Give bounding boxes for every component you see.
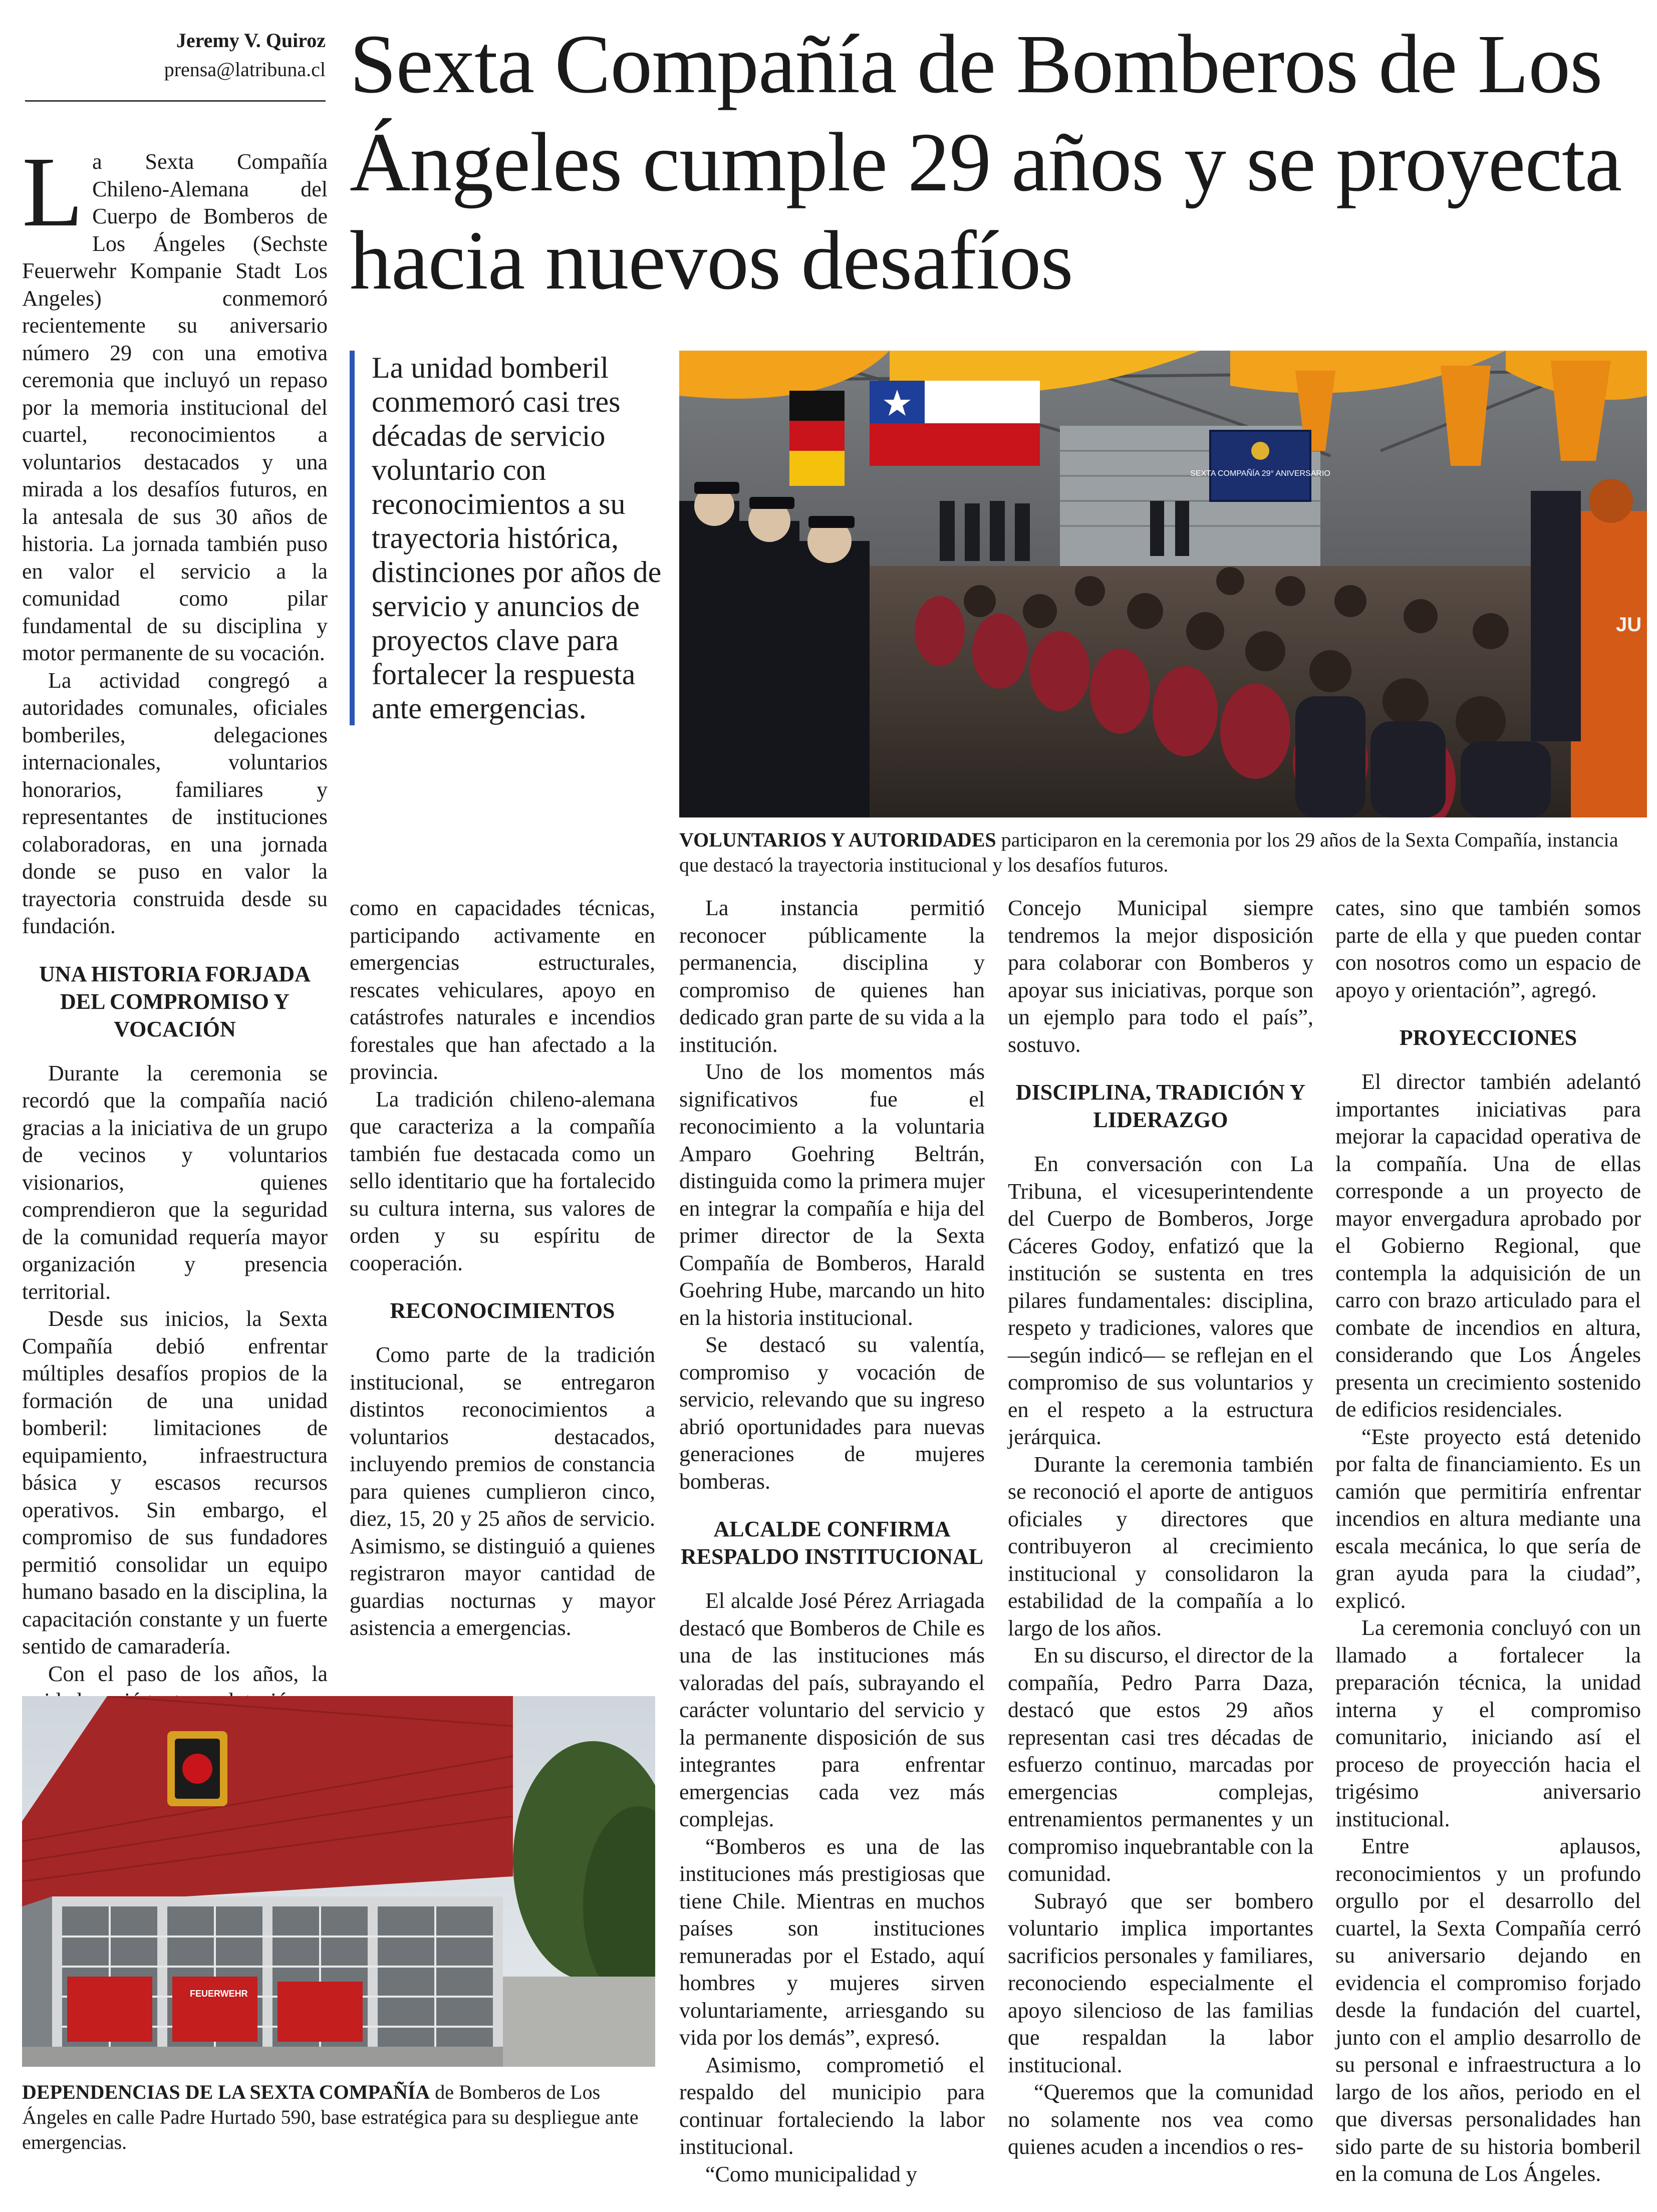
paragraph: “Este proyecto está detenido por falta de financiamiento. Es un camión que permitiría enfrentar incendios en altura mediante una escala mecánica, lo que sería de gran ayuda para la ciudad”, explicó. bbox=[1335, 1424, 1641, 1613]
drop-cap: L bbox=[22, 137, 84, 247]
subhead-reconocimientos: RECONOCIMIENTOS bbox=[390, 1298, 615, 1323]
article-intro: La Sexta Compañía Chileno-Alemana del Cuerpo de Bomberos de Los Ángeles (Sechste Feuerwehr Kompanie Stadt Los Angeles) conmemoró recientemente su aniversario número 29 con una emotiva ceremonia que incluyó un repaso por la memoria institucional del cuartel, reconocimientos a voluntarios destacados y una mirada a los desafíos futuros, en la antesala de sus 30 años de historia. La jornada también puso en valor el servicio a la comunidad como pilar fundamental de su disciplina y motor permanente de su vocación. bbox=[22, 137, 328, 665]
author-email[interactable]: prensa@latribuna.cl bbox=[164, 58, 326, 81]
caption-ceremony-lead: VOLUNTARIOS Y AUTORIDADES bbox=[679, 828, 996, 851]
column-5 bbox=[1335, 895, 1641, 2188]
column-2 bbox=[350, 895, 655, 1642]
paragraph: Uno de los momentos más significativos fue el reconocimiento a la voluntaria Amparo Goehring Beltrán, distinguida como la primera mujer en integrar la compañía e hija del primer director de la Sexta Compañía de Bomberos, Harald Goehring Hube, marcando un hito en la historia institucional. bbox=[679, 1059, 985, 1330]
column-3 bbox=[679, 895, 985, 2188]
ceremony-image bbox=[679, 351, 1647, 817]
paragraph: La actividad congregó a autoridades comunales, oficiales bomberiles, delegaciones internacionales, voluntarios honorarios, familiares y representantes de instituciones colaboradoras, en una jornada donde se puso en valor la trayectoria construida desde su fundación. bbox=[22, 668, 328, 938]
subhead-historia: UNA HISTORIA FORJADA DEL COMPROMISO Y VOCACIÓN bbox=[39, 961, 311, 1041]
paragraph: Con el paso de los años, la bbox=[48, 1661, 328, 1686]
paragraph: La ceremonia concluyó con un llamado a fortalecer la preparación técnica, la unidad interna y el compromiso comunitario, iniciando así el proceso de proyección hacia el trigésimo aniversario institucional. bbox=[1335, 1615, 1641, 1831]
author-name: Jeremy V. Quiroz bbox=[176, 29, 326, 52]
paragraph: Se destacó su valentía, compromiso y vocación de servicio, relevando que su ingreso abrió oportunidades para nuevas generaciones de mujeres bomberas. bbox=[679, 1332, 985, 1494]
subhead-proyecciones: PROYECCIONES bbox=[1399, 1025, 1577, 1050]
column-4 bbox=[1008, 895, 1313, 2161]
paragraph: La instancia permitió reconocer públicamente la permanencia, disciplina y compromiso de quienes han dedicado gran parte de su vida a la institución. bbox=[679, 896, 985, 1057]
svg-text:JU: JU bbox=[1616, 614, 1642, 636]
paragraph: “Bomberos es una de las instituciones más prestigiosas que tiene Chile. Mientras en muchos países son instituciones remuneradas por el Estado, aquí hombres y mujeres sirven voluntariamente, arriesgando su vida por los demás”, expresó. bbox=[679, 1834, 985, 2050]
paragraph: Entre aplausos, reconocimientos y un profundo orgullo por el desarrollo del cuartel, la Sexta Compañía cerró su aniversario dejando en evidencia el compromiso forjado desde la fundación del cuartel, junto con el amplio desarrollo de su personal e infraestructura a lo largo de los años, periodo en el que diversas personalidades han sido parte de su historia bomberil en la comuna de Los Ángeles. bbox=[1335, 1834, 1641, 2186]
column-1 bbox=[22, 137, 328, 1715]
paragraph: El director también adelantó importantes iniciativas para mejorar la capacidad operativa de la compañía. Una de ellas corresponde a un proyecto de mayor envergadura aprobado por el Gobierno Regional, que contempla la adquisición de un carro con brazo articulado para el combate de incendios en altura, considerando que Los Ángeles presenta un crecimiento sostenido de edificios residenciales. bbox=[1335, 1069, 1641, 1422]
paragraph: “Queremos que la comunidad no solamente nos vea como quienes acuden a incendios o res- bbox=[1008, 2080, 1313, 2159]
station-image bbox=[22, 1696, 655, 2067]
paragraph: Durante la ceremonia también se reconoció el aporte de antiguos oficiales y directores que contribuyeron al crecimiento institucional y consolidaron la estabilidad de la compañía a lo largo de los años. bbox=[1008, 1452, 1313, 1640]
subhead-alcalde: ALCALDE CONFIRMA RESPALDO INSTITUCIONAL bbox=[680, 1517, 984, 1569]
caption-ceremony-text: participaron en la ceremonia por los 29 años de la Sexta Compañía, instancia que destacó la trayectoria institucional y los desafíos futuros. bbox=[679, 828, 1618, 876]
paragraph: “Como municipalidad y bbox=[705, 2161, 917, 2186]
caption-ceremony bbox=[679, 827, 1647, 878]
paragraph: Subrayó que ser bombero voluntario implica importantes sacrificios personales y familiares, reconociendo especialmente el apoyo silencioso de las familias que respaldan la labor institucional. bbox=[1008, 1888, 1313, 2077]
subhead-disciplina: DISCIPLINA, TRADICIÓN Y LIDERAZGO bbox=[1015, 1080, 1306, 1132]
paragraph: cates, sino que también somos parte de ella y que pueden contar con nosotros como un espacio de apoyo y orientación”, agregó. bbox=[1335, 896, 1641, 1002]
paragraph: Concejo Municipal siempre tendremos la mejor disposición para colaborar con Bomberos y apoyar sus iniciativas, porque son un ejemplo para todo el país”, sostuvo. bbox=[1008, 896, 1313, 1057]
photo-station bbox=[22, 1696, 655, 2067]
photo-ceremony bbox=[679, 351, 1647, 817]
paragraph: La tradición chileno-alemana que caracteriza a la compañía también fue destacada como un sello identitario que ha fortalecido su cultura interna, sus valores de orden y su espíritu de cooperación. bbox=[350, 1086, 655, 1275]
headline: Sexta Compañía de Bomberos de Los Ángeles cumple 29 años y se proyecta hacia nuevos desafíos bbox=[350, 18, 1622, 307]
paragraph: En conversación con La Tribuna, el vicesuperintendente del Cuerpo de Bomberos, Jorge Cáceres Godoy, enfatizó que la institución se sustenta en tres pilares fundamentales: disciplina, respeto y tradiciones, valores que —según indicó— se reflejan en el compromiso de sus voluntarios y en el respeto a la estructura jerárquica. bbox=[1008, 1152, 1313, 1449]
paragraph: Desde sus inicios, la Sexta Compañía debió enfrentar múltiples desafíos propios de la formación de una unidad bomberil: limitaciones de equipamiento, infraestructura básica y escasos recursos operativos. Sin embargo, el compromiso de sus fundadores permitió consolidar un equipo humano basado en la disciplina, la capacitación constante y un fuerte sentido de camaradería. bbox=[22, 1306, 328, 1658]
truck-label: FEUERWEHR bbox=[190, 1989, 248, 1999]
paragraph: El alcalde José Pérez Arriagada destacó que Bomberos de Chile es una de las instituciones más valoradas del país, subrayando el carácter voluntario del servicio y la permanente disposición de sus integrantes para enfrentar emergencias cada vez más complejas. bbox=[679, 1588, 985, 1831]
byline-divider bbox=[25, 100, 326, 102]
byline bbox=[25, 26, 326, 84]
paragraph: como en capacidades técnicas, participando activamente en emergencias estructurales, rescates vehiculares, apoyo en catástrofes naturales e incendios forestales que han afectado a la provincia. bbox=[350, 896, 655, 1084]
caption-station-lead: DEPENDENCIAS DE LA SEXTA COMPAÑÍA bbox=[22, 2081, 430, 2103]
pull-quote: La unidad bomberil conmemoró casi tres décadas de servicio voluntario con reconocimientos a su trayectoria histórica, distinciones por años de servicio y anuncios de proyectos clave para fortalecer la respuesta ante emergencias. bbox=[350, 351, 682, 725]
paragraph: Durante la ceremonia se recordó que la compañía nació gracias a la iniciativa de un grupo de vecinos y voluntarios visionarios, quienes comprendieron que la seguridad de la comunidad requería mayor organización y presencia territorial. bbox=[22, 1060, 328, 1304]
caption-station bbox=[22, 2080, 655, 2155]
paragraph: Como parte de la tradición institucional, se entregaron distintos reconocimientos a voluntarios destacados, incluyendo premios de constancia para quienes cumplieron cinco, diez, 15, 20 y 25 años de servicio. Asimismo, se distinguió a quienes registraron mayor cantidad de guardias nocturnas y mayor asistencia a emergencias. bbox=[350, 1342, 655, 1640]
paragraph: En su discurso, el director de la compañía, Pedro Parra Daza, destacó que estos 29 años representan casi tres décadas de esfuerzo continuo, marcadas por emergencias complejas, entrenamientos permanentes y un compromiso inquebrantable con la comunidad. bbox=[1008, 1643, 1313, 1886]
paragraph: Asimismo, comprometió el respaldo del municipio para continuar fortaleciendo la labor institucional. bbox=[679, 2052, 985, 2159]
caption-station-text: de Bomberos de Los Ángeles en calle Padre Hurtado 590, base estratégica para su despliegue ante emergencias. bbox=[22, 2081, 639, 2153]
screen-text: SEXTA COMPAÑÍA 29° ANIVERSARIO bbox=[1190, 469, 1330, 478]
